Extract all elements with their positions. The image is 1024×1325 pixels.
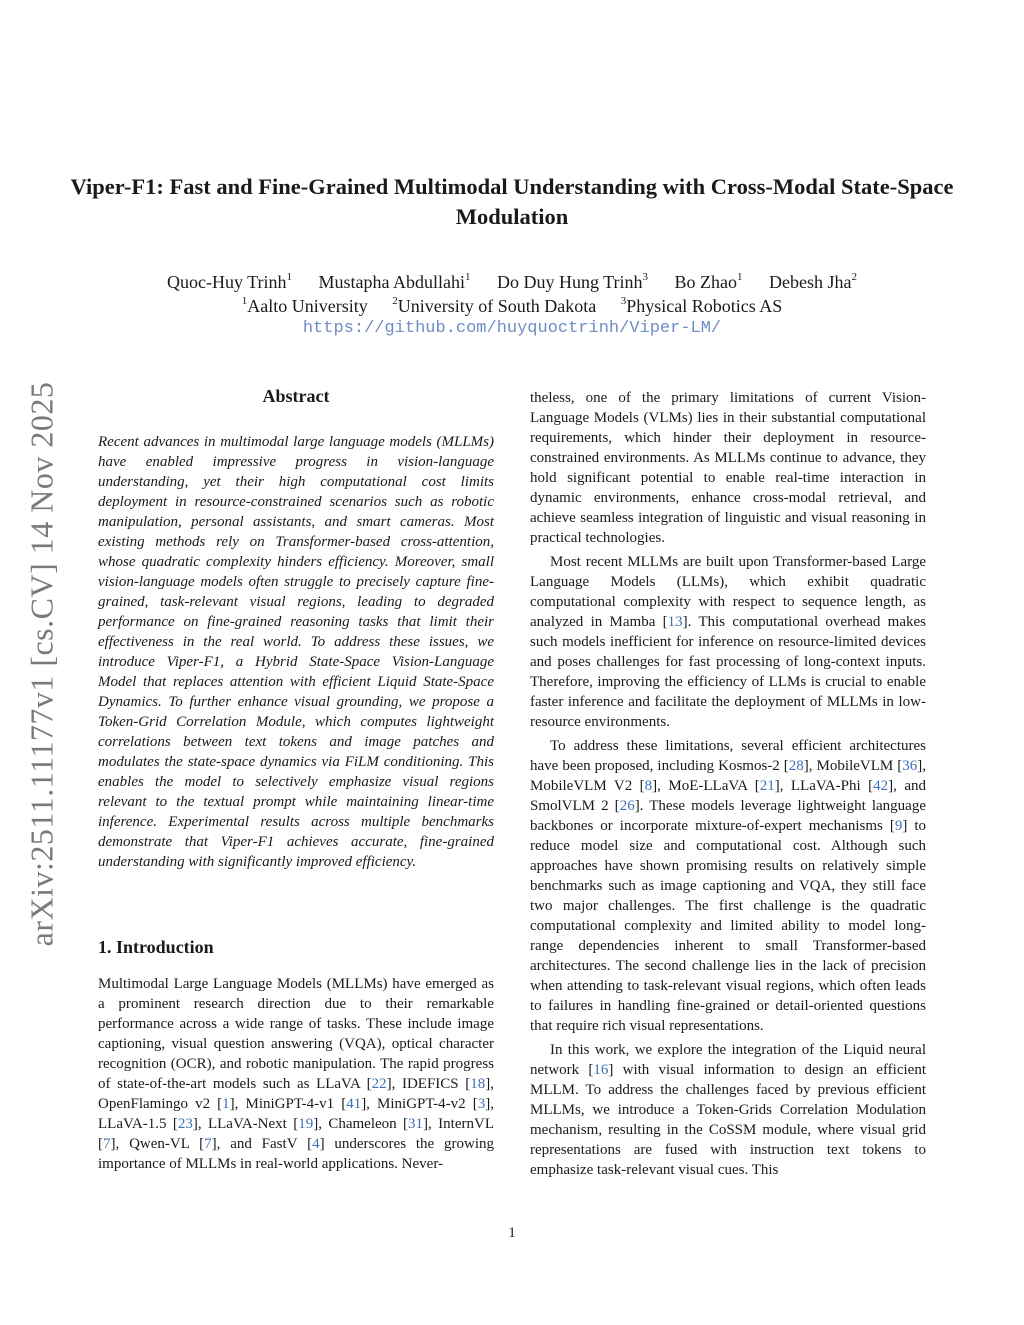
author: Quoc-Huy Trinh$^1$ (166, 271, 292, 292)
paragraph: theless, one of the primary limitations of current Vision-Language Models (VLMs) lies in their substantial computational requirements, which hinder their deployment in resource-constrained environments. As MLLMs continue to advance, they hold significant potential to enable real-time interaction in dynamic environments, enhance cross-modal retrieval, and achieve seamless integration of linguistic and visual reasoning in practical technologies. (530, 390, 926, 546)
citation-link[interactable]: 42 (873, 778, 889, 794)
paragraph: Most recent MLLMs are built upon Transformer-based Large Language Models (LLMs), which exhibit quadratic computational complexity with respect to sequence length, as analyzed in Mamba [13]. This computational overhead makes such models inefficient for inference on resource-limited devices and poses challenges for fast processing of long-context inputs. Therefore, improving the efficiency of LLMs is crucial to enable faster inference and facilitate the deployment of MLLMs in low-resource environments. (530, 554, 926, 730)
citation-link[interactable]: 23 (177, 1116, 193, 1132)
citation-link[interactable]: 18 (470, 1076, 486, 1092)
intro-column-left (98, 974, 494, 1174)
paragraph: To address these limitations, several efficient architectures have been proposed, including Kosmos-2 [28], MobileVLM [36], MobileVLM V2 [8], MoE-LLaVA [21], LLaVA-Phi [42], and SmolVLM 2 [26]. These models leverage lightweight language backbones or incorporate mixture-of-expert mechanisms [9] to reduce model size and computational cost. Although such approaches have shown promising results on relatively simple benchmarks such as image captioning and VQA, they still face two major challenges. The first challenge is the quadratic computational complexity and limited ability to model long-range dependencies inherent to small Transformer-based architectures. The second challenge lies in the lack of precision when attending to task-relevant visual regions, which often leads to failures in handling fine-grained or detail-oriented questions that require rich visual representations. (530, 738, 926, 1034)
citation-link[interactable]: 19 (298, 1116, 314, 1132)
paragraph: Multimodal Large Language Models (MLLMs) have emerged as a prominent research direction due to their remarkable performance across a wide range of tasks. These include image captioning, visual question answering (VQA), optical character recognition (OCR), and robotic manipulation. The rapid progress of state-of-the-art models such as LLaVA [22], IDEFICS [18], OpenFlamingo v2 [1], MiniGPT-4-v1 [41], MiniGPT-4-v2 [3], LLaVA-1.5 [23], LLaVA-Next [19], Chameleon [31], InternVL [7], Qwen-VL [7], and FastV [4] underscores the growing importance of MLLMs in real-world applications. Never- (98, 976, 494, 1172)
citation-link[interactable]: 1 (222, 1096, 230, 1112)
affiliation: $^1$Aalto University (241, 295, 368, 316)
paragraph: In this work, we explore the integration of the Liquid neural network [16] with visual information to design an efficient MLLM. To address the challenges faced by previous efficient MLLMs, we introduce a Token-Grids Correlation Modulation mechanism, resulting in the CoSSM module, where visual grid representations are fused with instruction text tokens to emphasize task-relevant visual cues. This (530, 1042, 926, 1178)
page-number: 1 (508, 1225, 516, 1241)
author: Bo Zhao$^1$ (674, 271, 743, 292)
citation-link[interactable]: 36 (902, 758, 918, 774)
citation-link[interactable]: 16 (593, 1062, 609, 1078)
affiliation: $^2$University of South Dakota (392, 295, 597, 316)
abstract-heading: Abstract (262, 386, 330, 406)
author: Debesh Jha$^2$ (769, 271, 858, 292)
citation-link[interactable]: 13 (667, 614, 683, 630)
citation-link[interactable]: 26 (619, 798, 635, 814)
code-link[interactable]: https://github.com/huyquoctrinh/Viper-LM/ (302, 319, 722, 338)
affiliation-list (60, 294, 964, 318)
citation-link[interactable]: 31 (408, 1116, 424, 1132)
affiliation: $^3$Physical Robotics AS (620, 295, 783, 316)
section-heading-introduction: 1. Introduction (98, 937, 214, 957)
citation-link[interactable]: 28 (788, 758, 804, 774)
citation-link[interactable]: 3 (477, 1096, 486, 1112)
intro-column-right (530, 388, 926, 1180)
citation-link[interactable]: 7 (204, 1136, 212, 1152)
citation-link[interactable]: 7 (103, 1136, 111, 1152)
author: Do Duy Hung Trinh$^3$ (497, 271, 649, 292)
citation-link[interactable]: 21 (759, 778, 775, 794)
citation-link[interactable]: 4 (312, 1136, 320, 1152)
author-list (60, 270, 964, 294)
citation-link[interactable]: 9 (894, 818, 903, 834)
citation-link[interactable]: 41 (346, 1096, 362, 1112)
citation-link[interactable]: 22 (371, 1076, 387, 1092)
arxiv-identifier: arXiv:2511.11177v1 [cs.CV] 14 Nov 2025 (23, 381, 60, 947)
abstract-text: Recent advances in multimodal large language models (MLLMs) have enabled impressive progress in vision-language understanding, yet their high computational cost limits deployment in resource-constrained scenarios such as robotic manipulation, personal assistants, and smart cameras. Most existing methods rely on Transformer-based cross-attention, whose quadratic complexity hinders efficiency. Moreover, small vision-language models often struggle to precisely capture fine-grained, task-relevant visual regions, leading to degraded performance on fine-grained reasoning tasks that limit their effectiveness in the real world. To address these issues, we introduce Viper-F1, a Hybrid State-Space Vision-Language Model that replaces attention with efficient Liquid State-Space Dynamics. To further enhance visual grounding, we propose a Token-Grid Correlation Module, which computes lightweight correlations between text tokens and image patches and modulates the state-space dynamics via FiLM conditioning. This enables the model to selectively emphasize visual regions relevant to the textual prompt while maintaining linear-time inference. Experimental results across multiple benchmarks demonstrate that Viper-F1 achieves accurate, fine-grained understanding with significantly improved efficiency. (98, 434, 494, 870)
citation-link[interactable]: 8 (644, 778, 653, 794)
author: Mustapha Abdullahi$^1$ (318, 271, 471, 292)
paper-title: Viper-F1: Fast and Fine-Grained Multimodal Understanding with Cross-Modal State-Space Modulation (70, 174, 954, 229)
